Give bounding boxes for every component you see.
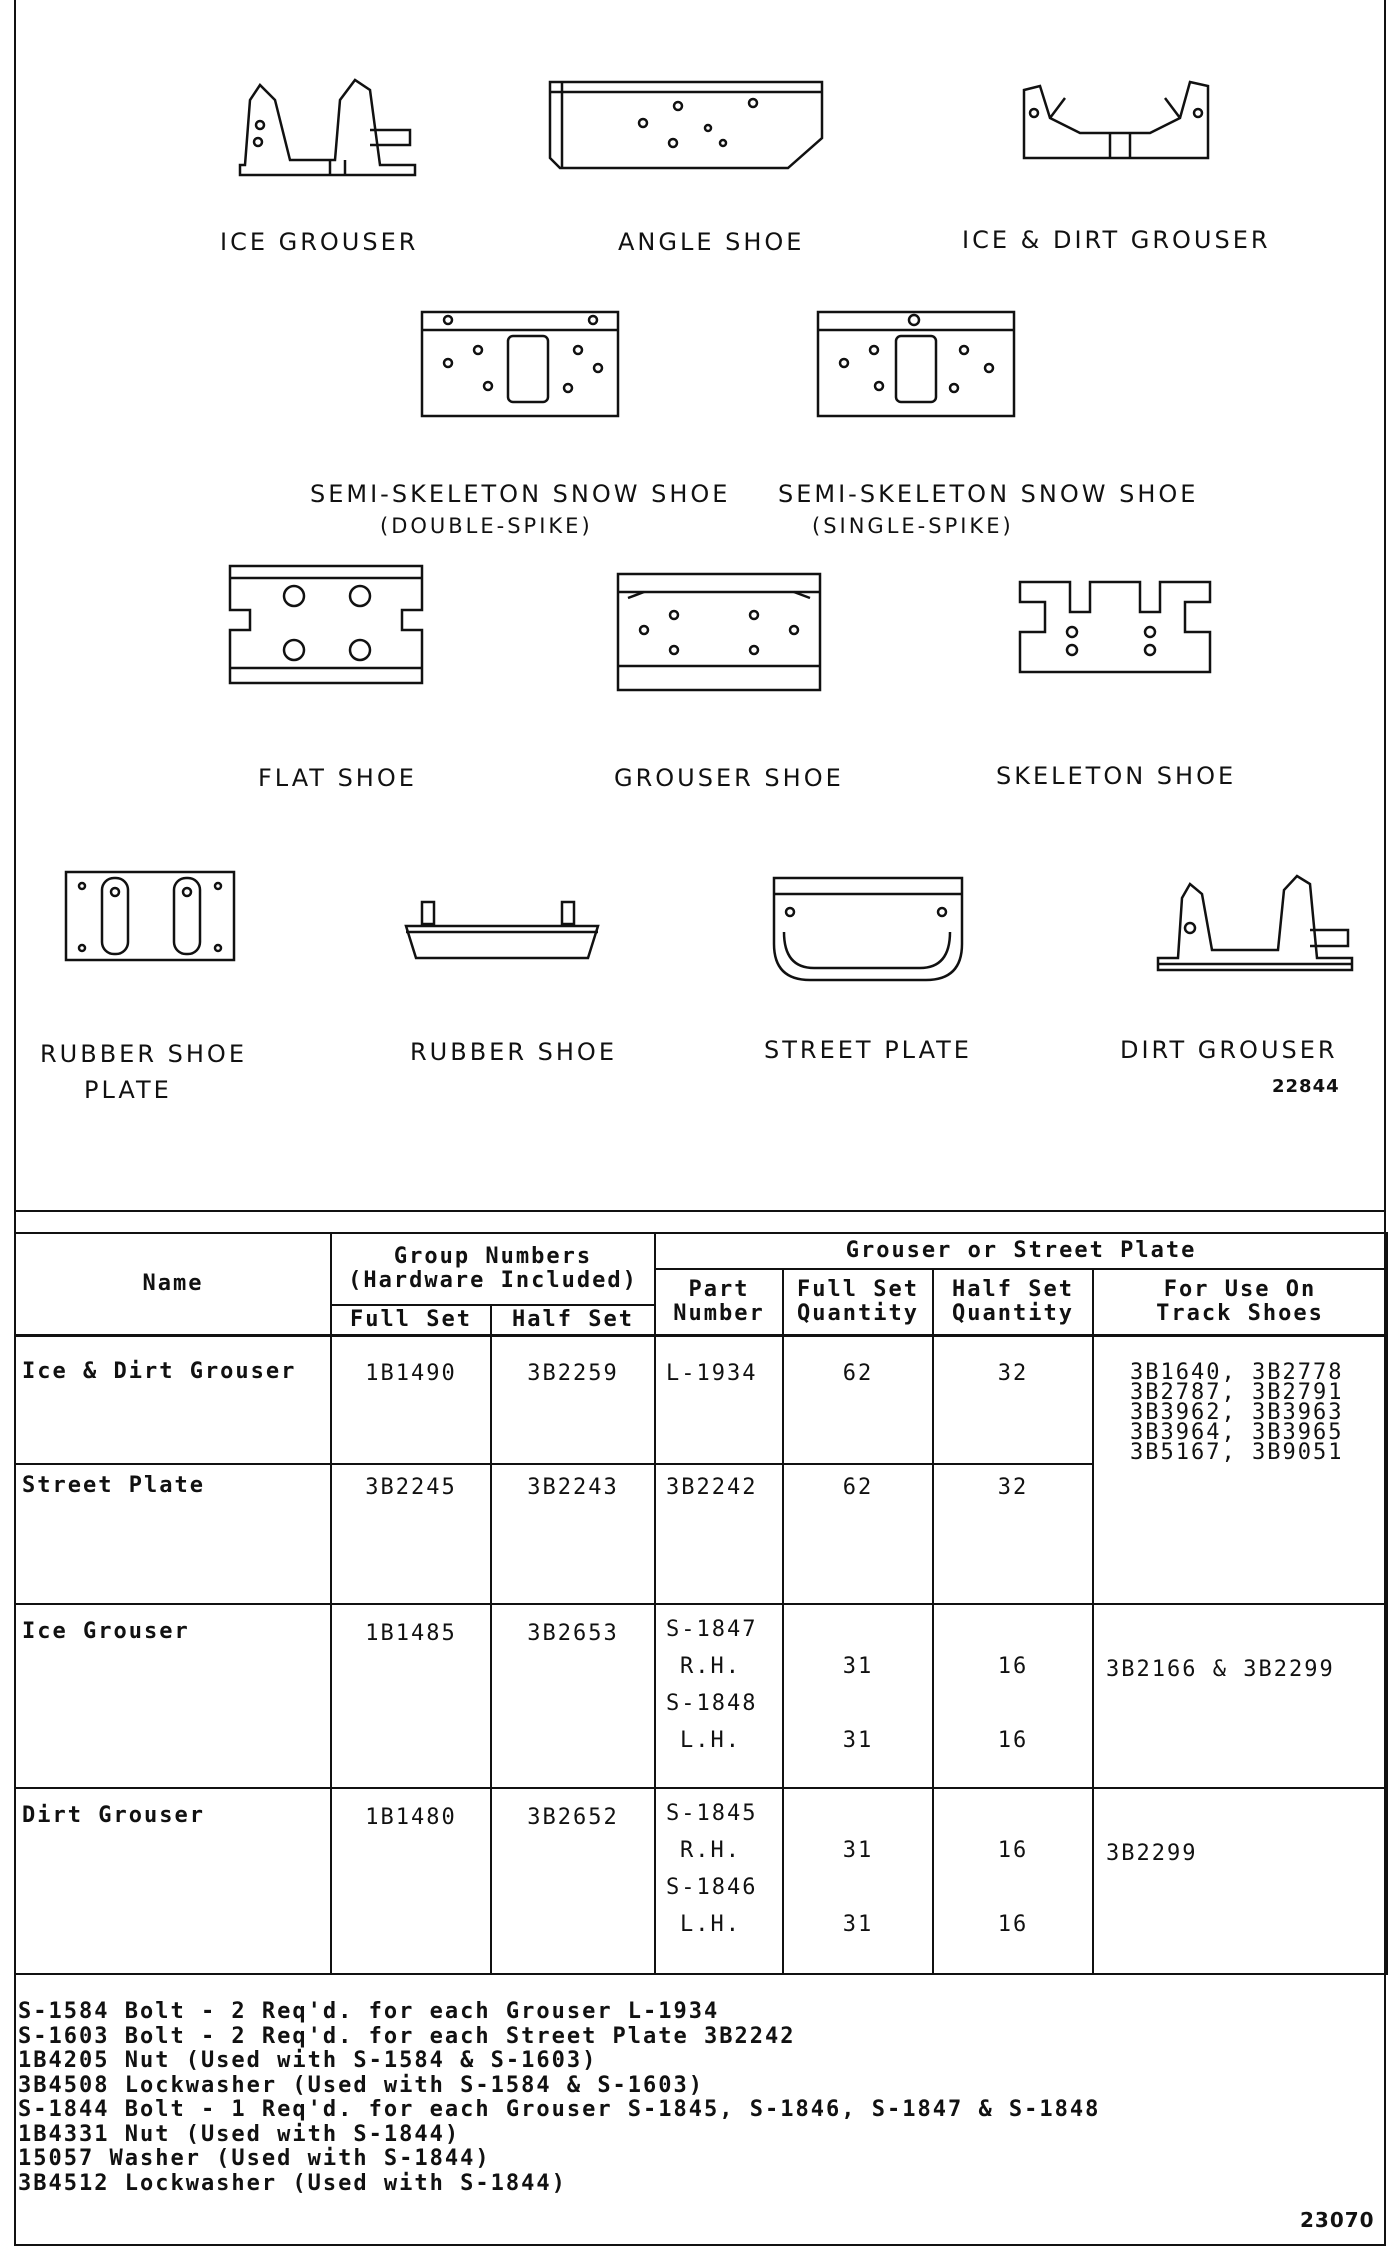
row-part-numbers bbox=[655, 1788, 783, 1974]
part-side: R.H. bbox=[680, 1838, 741, 1863]
qty bbox=[940, 1795, 1086, 1832]
row-name: Street Plate bbox=[15, 1464, 331, 1604]
qty: 31 bbox=[842, 1912, 874, 1937]
header-full-set-qty bbox=[783, 1269, 933, 1336]
header-full-set: Full Set bbox=[331, 1305, 491, 1336]
semi-skeleton-single-illustration bbox=[814, 308, 1019, 423]
street-plate-illustration bbox=[770, 872, 966, 987]
note-line: 3B4512 Lockwasher (Used with S-1844) bbox=[18, 2170, 567, 2196]
grouser-shoe-illustration bbox=[614, 570, 824, 695]
part-number: S-1848 bbox=[666, 1691, 758, 1716]
header-group-numbers-line1: Group Numbers bbox=[393, 1244, 593, 1269]
note-line: 15057 Washer (Used with S-1844) bbox=[18, 2146, 491, 2171]
semi-skeleton-single-caption-2: (SINGLE-SPIKE) bbox=[812, 514, 1014, 538]
qty bbox=[790, 1795, 926, 1832]
header-half-set-qty-line1: Half Set bbox=[952, 1277, 1074, 1302]
angle-shoe-caption: ANGLE SHOE bbox=[618, 228, 805, 256]
row-half-set: 3B2243 bbox=[491, 1464, 655, 1604]
grouser-shoe-caption: GROUSER SHOE bbox=[614, 764, 844, 792]
qty bbox=[940, 1869, 1086, 1906]
table-row bbox=[15, 1336, 1387, 1465]
row-full-qty bbox=[783, 1604, 933, 1788]
table-row bbox=[15, 1604, 1387, 1788]
row-half-set: 3B2652 bbox=[491, 1788, 655, 1974]
header-name: Name bbox=[15, 1233, 331, 1336]
header-full-set-qty-line1: Full Set bbox=[797, 1277, 919, 1302]
row-track-shoes: 3B2166 & 3B2299 bbox=[1093, 1604, 1387, 1788]
row-full-set: 3B2245 bbox=[331, 1464, 491, 1604]
qty: 31 bbox=[842, 1728, 874, 1753]
rubber-shoe-plate-caption: RUBBER SHOE bbox=[40, 1040, 247, 1068]
grouser-table bbox=[14, 1232, 1388, 1975]
qty bbox=[790, 1685, 926, 1722]
note-line: 1B4331 Nut (Used with S-1844) bbox=[18, 2121, 461, 2147]
header-part-number bbox=[655, 1269, 783, 1336]
qty bbox=[940, 1611, 1086, 1648]
angle-shoe-illustration bbox=[548, 78, 826, 173]
ice-grouser-caption: ICE GROUSER bbox=[220, 228, 419, 256]
row-half-qty bbox=[933, 1788, 1093, 1974]
rubber-shoe-plate-illustration bbox=[62, 868, 238, 968]
row-full-qty: 62 bbox=[783, 1336, 933, 1465]
header-grouser-or-street-plate: Grouser or Street Plate bbox=[655, 1233, 1387, 1269]
note-line: 1B4205 Nut (Used with S-1584 & S-1603) bbox=[18, 2048, 598, 2073]
rubber-shoe-plate-caption-2: PLATE bbox=[84, 1076, 172, 1104]
semi-skeleton-double-caption: SEMI-SKELETON SNOW SHOE bbox=[310, 480, 731, 508]
row-full-set: 1B1485 bbox=[331, 1604, 491, 1788]
row-half-set: 3B2653 bbox=[491, 1604, 655, 1788]
track-shoes-line: 3B3962, 3B3963 bbox=[1130, 1400, 1344, 1425]
row-name: Ice & Dirt Grouser bbox=[15, 1336, 331, 1465]
ice-dirt-grouser-caption: ICE & DIRT GROUSER bbox=[962, 226, 1271, 254]
row-name: Ice Grouser bbox=[15, 1604, 331, 1788]
qty bbox=[790, 1611, 926, 1648]
track-shoes-line: 3B5167, 3B9051 bbox=[1130, 1440, 1344, 1465]
row-half-qty: 32 bbox=[933, 1464, 1093, 1604]
track-shoes-line: 3B1640, 3B2778 bbox=[1130, 1360, 1344, 1385]
rubber-shoe-illustration bbox=[402, 896, 602, 966]
qty: 16 bbox=[997, 1838, 1029, 1863]
header-half-set-qty bbox=[933, 1269, 1093, 1336]
note-line: S-1844 Bolt - 1 Req'd. for each Grouser S-1845, S-1846, S-1847 & S-1848 bbox=[18, 2097, 1101, 2122]
part-side: L.H. bbox=[680, 1912, 741, 1937]
section-divider bbox=[14, 1210, 1386, 1212]
skeleton-shoe-caption: SKELETON SHOE bbox=[996, 762, 1237, 790]
header-group-numbers-line2: (Hardware Included) bbox=[348, 1268, 638, 1293]
row-half-set: 3B2259 bbox=[491, 1336, 655, 1465]
qty bbox=[790, 1869, 926, 1906]
row-full-set: 1B1480 bbox=[331, 1788, 491, 1974]
part-number: S-1846 bbox=[666, 1875, 758, 1900]
header-part-number-line1: Part bbox=[688, 1277, 750, 1302]
track-shoes-line: 3B3964, 3B3965 bbox=[1130, 1420, 1344, 1445]
header-half-set-qty-line2: Quantity bbox=[952, 1301, 1074, 1326]
row-half-qty: 32 bbox=[933, 1336, 1093, 1465]
qty bbox=[940, 1685, 1086, 1722]
part-side: R.H. bbox=[680, 1654, 741, 1679]
row-name: Dirt Grouser bbox=[15, 1788, 331, 1974]
flat-shoe-caption: FLAT SHOE bbox=[258, 764, 417, 792]
qty: 31 bbox=[842, 1654, 874, 1679]
note-line: S-1584 Bolt - 2 Req'd. for each Grouser L-1934 bbox=[18, 1999, 720, 2024]
row-part-numbers bbox=[655, 1604, 783, 1788]
street-plate-caption: STREET PLATE bbox=[764, 1036, 972, 1064]
skeleton-shoe-illustration bbox=[1010, 572, 1220, 682]
header-group-numbers bbox=[331, 1233, 655, 1305]
part-side: L.H. bbox=[680, 1728, 741, 1753]
row-full-set: 1B1490 bbox=[331, 1336, 491, 1465]
qty: 16 bbox=[997, 1654, 1029, 1679]
track-shoes-line: 3B2787, 3B2791 bbox=[1130, 1380, 1344, 1405]
table-row bbox=[15, 1788, 1387, 1974]
rubber-shoe-caption: RUBBER SHOE bbox=[410, 1038, 617, 1066]
note-line: S-1603 Bolt - 2 Req'd. for each Street Plate 3B2242 bbox=[18, 2023, 796, 2049]
part-number: S-1847 bbox=[666, 1617, 758, 1642]
semi-skeleton-double-illustration bbox=[418, 308, 623, 423]
semi-skeleton-single-caption: SEMI-SKELETON SNOW SHOE bbox=[778, 480, 1199, 508]
row-full-qty: 62 bbox=[783, 1464, 933, 1604]
row-full-qty bbox=[783, 1788, 933, 1974]
ice-dirt-grouser-illustration bbox=[1020, 78, 1212, 168]
hardware-notes bbox=[18, 2000, 1100, 2196]
dirt-grouser-caption: DIRT GROUSER bbox=[1120, 1036, 1338, 1064]
qty: 16 bbox=[997, 1728, 1029, 1753]
dirt-grouser-illustration bbox=[1152, 870, 1362, 980]
header-for-use-on-line1: For Use On bbox=[1163, 1277, 1317, 1302]
header-half-set: Half Set bbox=[491, 1305, 655, 1336]
figure-number: 22844 bbox=[1272, 1076, 1340, 1097]
qty: 16 bbox=[997, 1912, 1029, 1937]
header-for-use-on-line2: Track Shoes bbox=[1156, 1301, 1324, 1326]
flat-shoe-illustration bbox=[222, 558, 432, 693]
qty: 31 bbox=[842, 1838, 874, 1863]
header-part-number-line2: Number bbox=[673, 1301, 765, 1326]
shared-tracks-cell bbox=[1093, 1336, 1387, 1605]
header-full-set-qty-line2: Quantity bbox=[797, 1301, 919, 1326]
semi-skeleton-double-caption-2: (DOUBLE-SPIKE) bbox=[380, 514, 593, 538]
row-track-shoes: 3B2299 bbox=[1093, 1788, 1387, 1974]
row-half-qty bbox=[933, 1604, 1093, 1788]
row-part-number: L-1934 bbox=[655, 1336, 783, 1465]
part-number: S-1845 bbox=[666, 1801, 758, 1826]
ice-grouser-illustration bbox=[230, 70, 430, 185]
header-for-use-on bbox=[1093, 1269, 1387, 1336]
row-part-number: 3B2242 bbox=[655, 1464, 783, 1604]
note-line: 3B4508 Lockwasher (Used with S-1584 & S-1603) bbox=[18, 2072, 705, 2098]
page-number: 23070 bbox=[1300, 2208, 1375, 2232]
